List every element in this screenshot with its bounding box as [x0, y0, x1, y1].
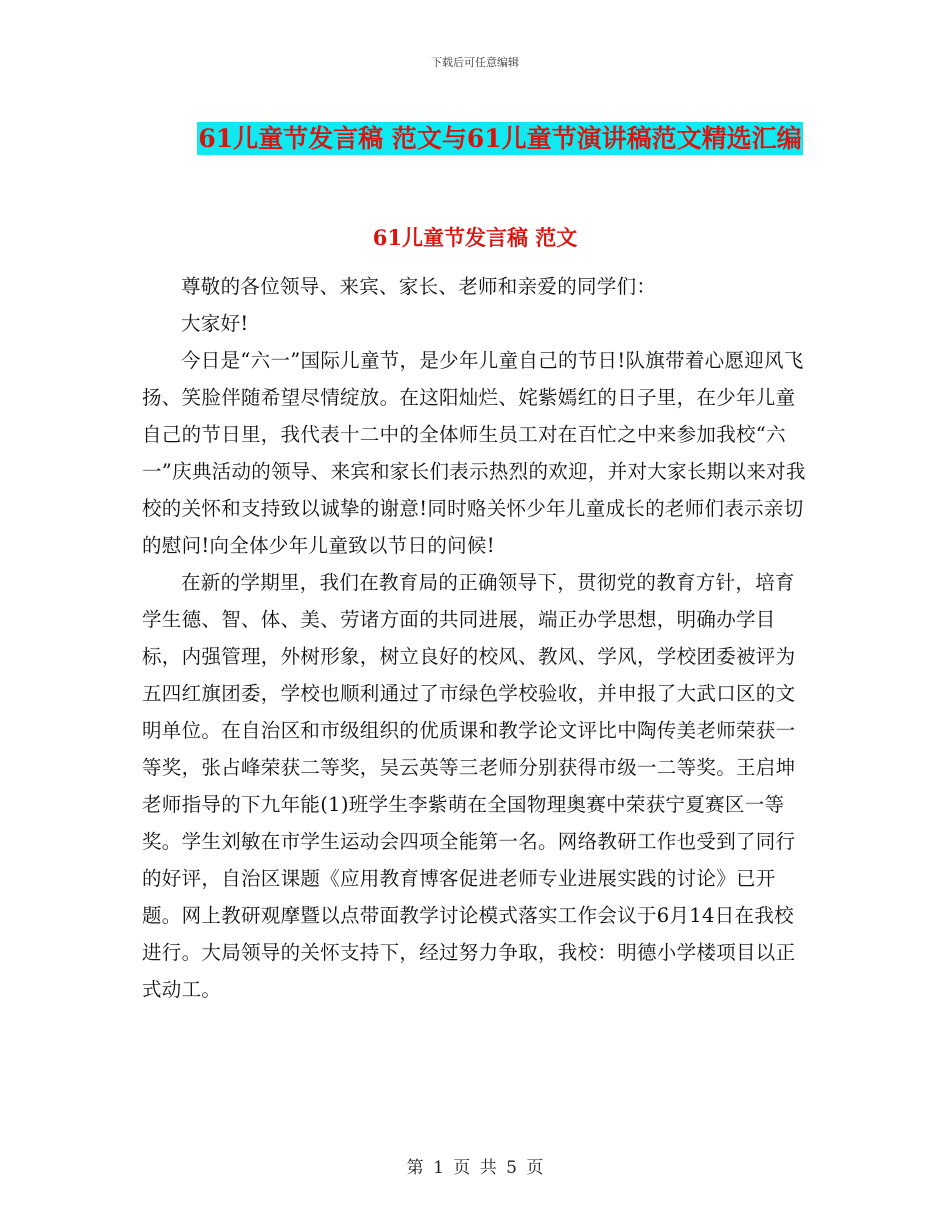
header-note: 下载后可任意编辑 [431, 56, 519, 69]
document-body [142, 268, 810, 1008]
document-title [190, 114, 810, 164]
paragraph-greeting: 大家好! [181, 312, 249, 335]
paragraph-salutation: 尊敬的各位领导、来宾、家长、老师和亲爱的同学们： [181, 275, 657, 298]
page-footer: 第 1 页 共 5 页 [406, 1158, 544, 1178]
paragraph-achievements: 在新的学期里，我们在教育局的正确领导下，贯彻党的教育方针，培育学生德、智、体、美、劳诸方面的共同进展，端正办学思想，明确办学目标，内强管理，外树形象，树立良好的校风、教风、学风，学校团委被评为五四红旗团委，学校也顺利通过了市绿色学校验收，并申报了大武口区的文明单位。在自治区和市级组织的优质课和教学论文评比中陶传美老师荣获一等奖，张占峰荣获二等奖，吴云英等三老师分别获得市级一二等奖。王启坤老师指导的下九年能(1)班学生李紫萌在全国物理奥赛中荣获宁夏赛区一等奖。学生刘敏在市学生运动会四项全能第一名。网络教研工作也受到了同行的好评，自治区课题《应用教育博客促进老师专业进展实践的讨论》已开题。网上教研观摩暨以点带面教学讨论模式落实工作会议于6月14日在我校进行。大局领导的关怀支持下，经过努力争取，我校：明德小学楼项目以正式动工。 [142, 571, 796, 1001]
document-title-text: 61儿童节发言稿 范文与61儿童节演讲稿范文精选汇编 [198, 124, 802, 153]
section-title: 61儿童节发言稿 范文 [372, 225, 578, 250]
paragraph-opening: 今日是“六一”国际儿童节，是少年儿童自己的节日!队旗带着心愿迎风飞扬、笑脸伴随希望尽情绽放。在这阳灿烂、姹紫嫣红的日子里，在少年儿童自己的节日里，我代表十二中的全体师生员工对在百忙之中来参加我校“六一”庆典活动的领导、来宾和家长们表示热烈的欢迎，并对大家长期以来对我校的关怀和支持致以诚挚的谢意!同时赂关怀少年儿童成长的老师们表示亲切的慰问!向全体少年儿童致以节日的问候! [142, 349, 806, 557]
